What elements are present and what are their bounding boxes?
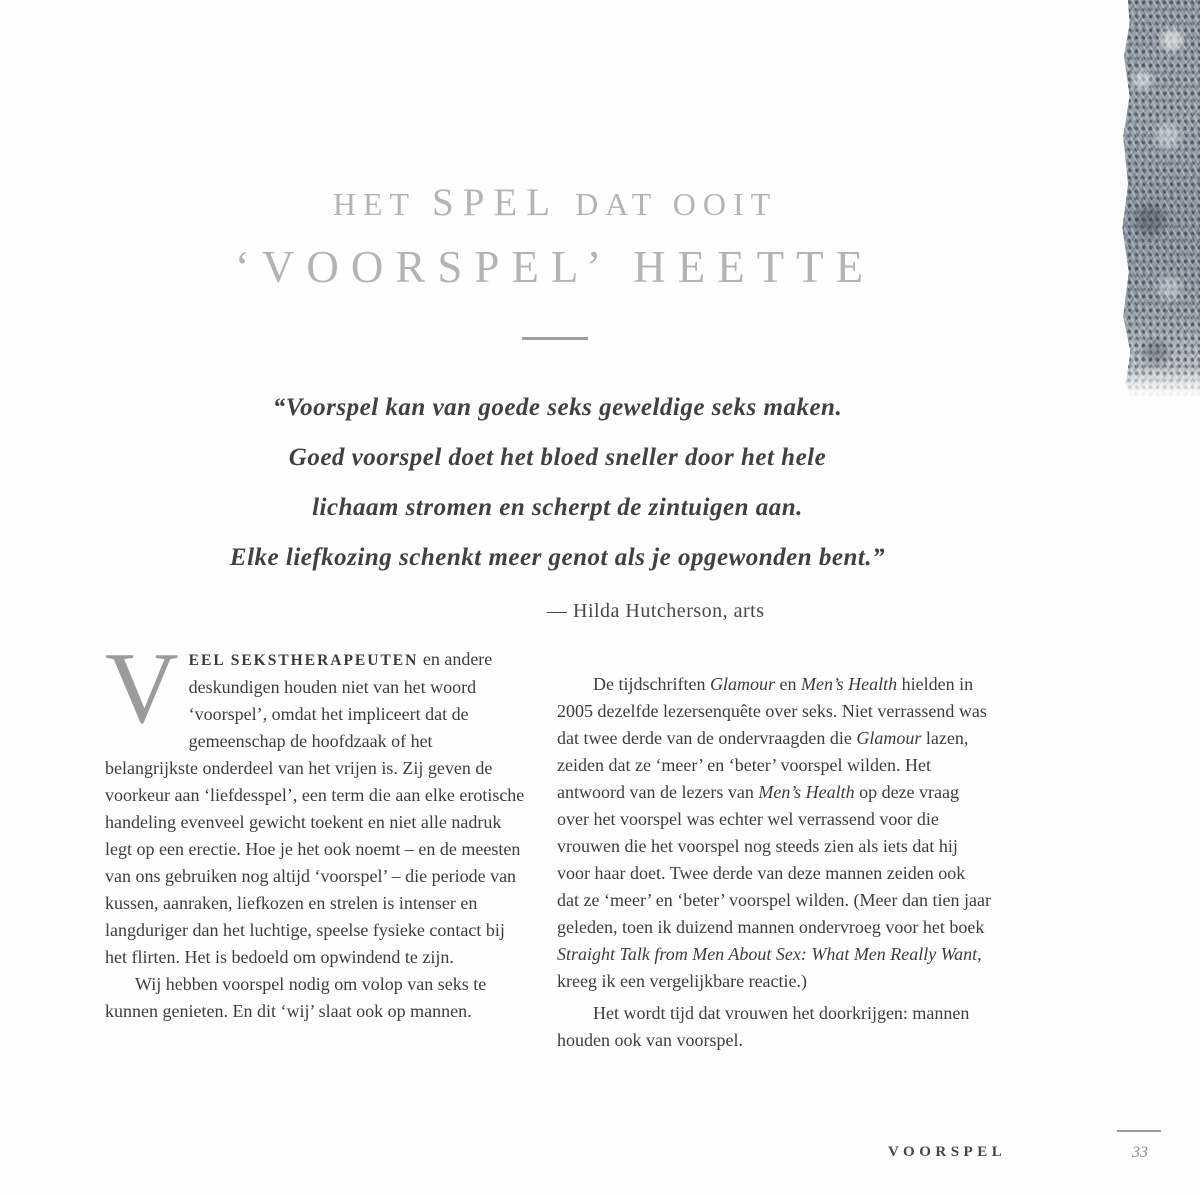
body-paragraph bbox=[105, 632, 529, 971]
quote-attribution: — Hilda Hutcherson, arts bbox=[547, 600, 765, 622]
chapter-title-line2: ‘VOORSPEL’ HEETTE bbox=[234, 241, 876, 292]
paragraph-text: en andere deskundigen houden niet van het woord ‘voorspel’, omdat het impliceert dat de gemeenschap de hoofdzaak of het belangrijkste onderdeel van het vrijen is. Zij geven de voorkeur aan ‘liefdesspel’, een term die aan elke erotische handeling evenveel gewicht toekent en niet alle nadruk legt op een erectie. Hoe je het ook noemt – en de meesten van ons gebruiken nog altijd ‘voorspel’ – die periode van kussen, aanraken, liefkozen en strelen is intenser en langduriger dan het luchtige, speelse fysieke contact bij het flirten. Het is bedoeld om opwindend te zijn. bbox=[105, 649, 525, 967]
body-paragraph bbox=[557, 671, 991, 995]
epigraph-quote bbox=[105, 383, 1010, 583]
book-title: Straight Talk from Men About Sex: What Men Really Want bbox=[557, 944, 978, 964]
title-word-dat-ooit: DAT OOIT bbox=[575, 186, 778, 222]
right-text-column bbox=[557, 671, 991, 1054]
title-word-het: HET bbox=[332, 186, 417, 222]
paragraph-text: , kreeg ik een vergelijkbare reactie.) bbox=[557, 944, 982, 991]
lace-fabric-photo bbox=[1120, 0, 1200, 400]
magazine-title: Glamour bbox=[709, 674, 775, 694]
paragraph-text: De tijdschriften bbox=[593, 674, 710, 694]
quote-line: Elke liefkozing schenkt meer genot als je opgewonden bent.” bbox=[229, 544, 886, 571]
paragraph-text: lazen, zeiden dat ze ‘meer’ en ‘beter’ voorspel wilden. Het antwoord van de lezers van bbox=[557, 728, 969, 802]
left-text-column bbox=[105, 632, 529, 1025]
body-paragraph: Het wordt tijd dat vrouwen het doorkrijgen: mannen houden ook van voorspel. bbox=[557, 1003, 970, 1050]
quote-line: Goed voorspel doet het bloed sneller door het hele bbox=[288, 444, 827, 471]
quote-line: “Voorspel kan van goede seks geweldige seks maken. bbox=[272, 394, 843, 421]
quote-line: lichaam stromen en scherpt de zintuigen aan. bbox=[312, 494, 803, 521]
chapter-title bbox=[60, 180, 1050, 340]
title-divider-rule bbox=[522, 337, 588, 340]
magazine-title: Men’s Health bbox=[800, 674, 898, 694]
magazine-title: Men’s Health bbox=[758, 782, 855, 802]
chapter-title-line1 bbox=[60, 180, 1050, 227]
magazine-title: Glamour bbox=[856, 728, 922, 748]
body-paragraph: Wij hebben voorspel nodig om volop van seks te kunnen genieten. En dit ‘wij’ slaat ook op mannen. bbox=[105, 974, 487, 1021]
page-number-rule bbox=[1117, 1130, 1161, 1132]
page-number: 33 bbox=[1132, 1144, 1148, 1161]
dropcap-letter: V bbox=[105, 632, 179, 745]
running-footer-section-label: VOORSPEL bbox=[888, 1144, 1007, 1160]
title-word-spel: SPEL bbox=[432, 181, 560, 224]
lead-smallcaps: EEL SEKSTHERAPEUTEN bbox=[188, 652, 419, 669]
paragraph-text: en bbox=[774, 674, 801, 694]
paragraph-text: op deze vraag over het voorspel was echter wel verrassend voor die vrouwen die het voorspel nog steeds zien als iets dat hij voor haar doet. Twee derde van deze mannen zeiden ook dat ze ‘meer’ en ‘beter’ voorspel wilden. (Meer dan tien jaar geleden, toen ik duizend mannen ondervroeg voor het boek bbox=[557, 782, 991, 937]
paragraph-text: hielden in 2005 dezelfde lezersenquête over seks. Niet verrassend was dat twee derde van de ondervraagden die bbox=[557, 674, 987, 748]
